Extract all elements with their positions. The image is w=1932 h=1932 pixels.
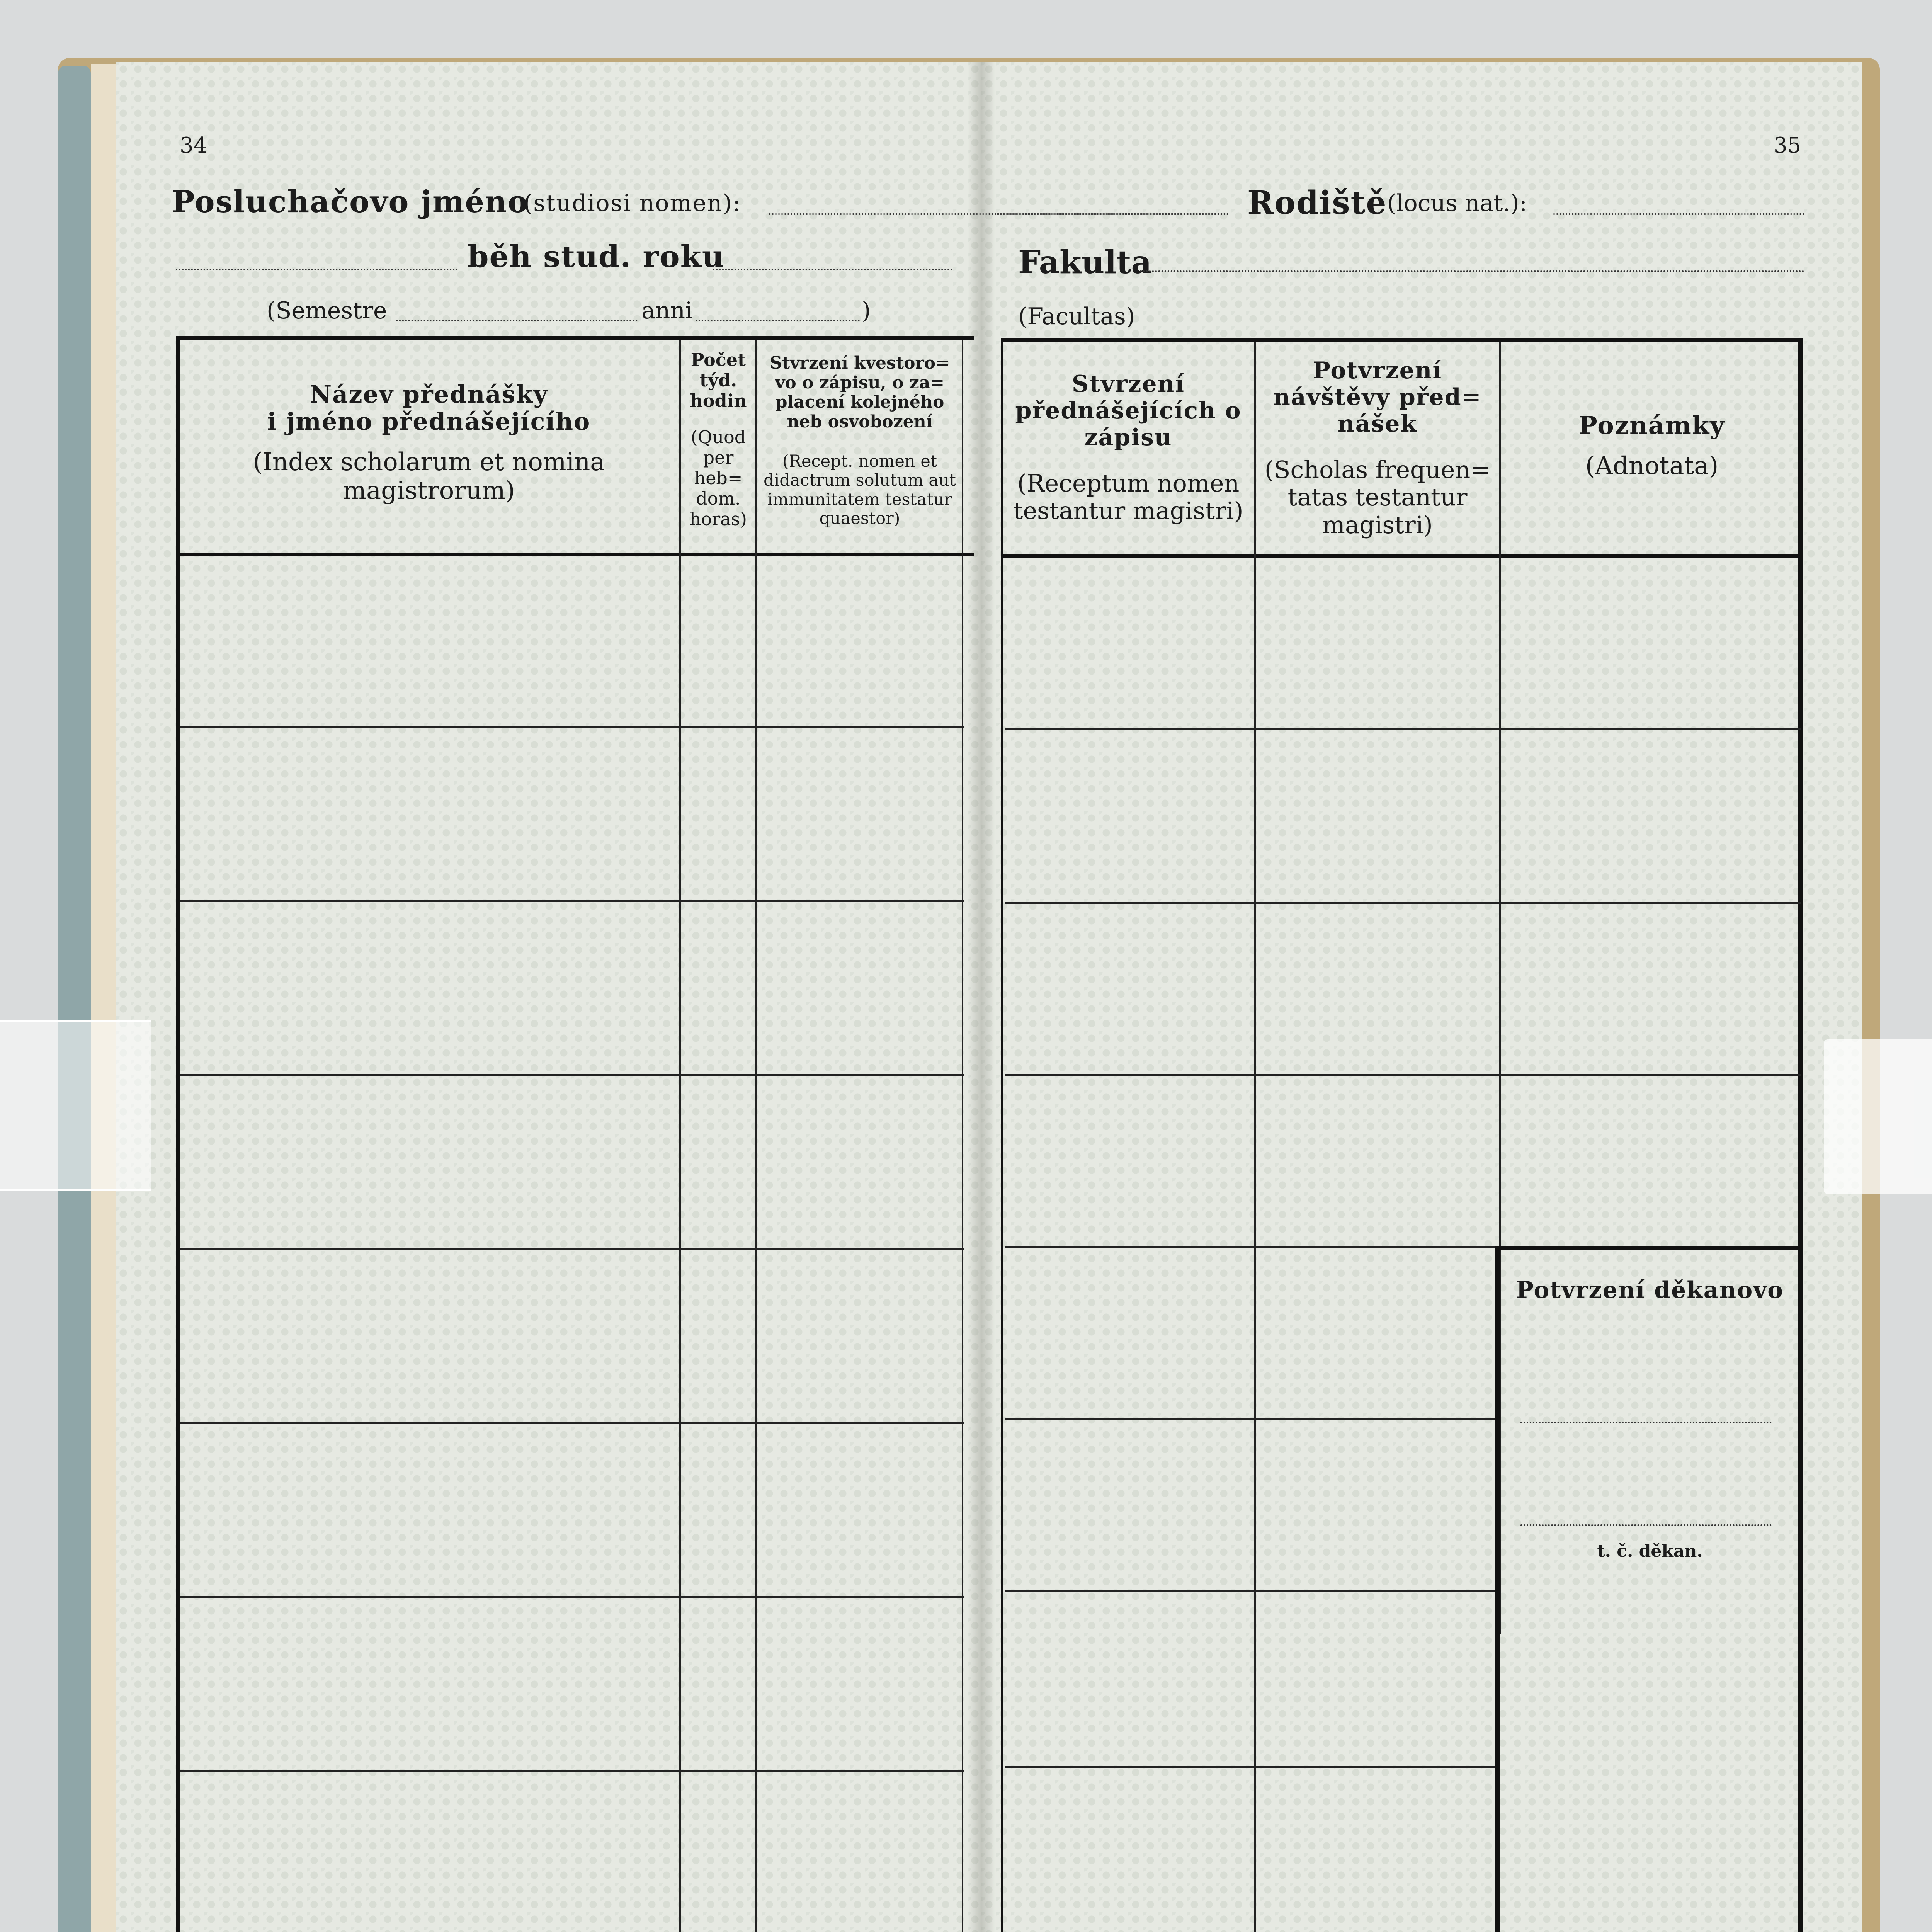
semester-label: (Semestre [267,297,387,324]
table-row-divider [180,1770,964,1772]
dean-confirmation-box [1495,1246,1803,1932]
birthplace-field[interactable] [1553,213,1804,215]
binding-clip-right [1824,1039,1932,1194]
year-field-right[interactable] [713,269,952,270]
col-lecture-title-1: Název přednášky [310,380,548,408]
year-label: běh stud. roku [468,239,725,274]
table-row-divider [1005,1590,1499,1592]
col-lecturers-title: Stvrzení přednášejících o zápisu [1015,371,1242,451]
col-attendance-title: Potvrzení návštěvy před= nášek [1273,357,1482,437]
page-number-right: 35 [1774,133,1801,158]
table-row-divider [1005,1246,1499,1248]
anni-field[interactable] [696,320,860,321]
birthplace-latin: (locus nat.): [1387,190,1527,217]
table-header-divider-right [1001,554,1803,558]
dean-signature-line-1[interactable] [1520,1422,1772,1423]
table-row-divider [1005,1766,1499,1768]
semester-close-paren: ) [862,297,871,324]
book-spine [58,66,91,1932]
table-row-divider [1005,728,1801,730]
faculty-latin: (Facultas) [1018,303,1135,330]
table-row-divider [1005,1074,1801,1076]
faculty-label: Fakulta [1018,244,1152,281]
faculty-field[interactable] [1140,270,1804,272]
col-lecturers-latin: (Receptum nomen testantur magistri) [1013,469,1243,525]
col-attendance-latin: (Scholas frequen= tatas testantur magistri) [1264,456,1491,539]
dean-box-title: Potvrzení děkanovo [1516,1277,1784,1304]
binding-clip-left [0,1020,151,1191]
student-name-field-continued[interactable] [997,213,1229,215]
col-notes-title: Poznámky [1578,411,1725,440]
dean-signature-line-2[interactable] [1520,1524,1772,1526]
col-lecture-title-2: i jméno přednášejícího [267,407,591,435]
table-row-divider [180,1422,964,1424]
column-divider-attendance [1254,342,1256,1932]
student-name-label: Posluchačovo jméno [172,184,529,219]
table-row-divider [180,726,964,728]
anni-label: anni [641,297,693,324]
table-row-divider [180,1248,964,1250]
table-row-divider [1005,902,1801,904]
column-divider-gutter [962,340,963,1932]
student-name-latin: (studiosi nomen): [524,190,742,217]
semester-field[interactable] [396,320,638,321]
table-row-divider [180,1596,964,1598]
page-number-left: 34 [180,133,207,158]
course-table-left [176,336,974,1932]
birthplace-label: Rodiště [1247,184,1387,221]
column-divider-hours [679,340,681,1932]
table-row-divider [1005,1418,1499,1420]
table-row-divider [180,900,964,902]
col-lecture-latin: (Index scholarum et nomina magistrorum) [253,448,605,505]
table-row-divider [180,1074,964,1076]
dean-signature-caption: t. č. děkan. [1597,1541,1703,1561]
year-field-left[interactable] [176,269,458,270]
col-notes-latin: (Adnotata) [1585,452,1719,480]
col-quaestor-latin: (Recept. nomen et didactrum solutum aut immunitatem testatur quaestor) [764,452,956,529]
table-header-divider-left [176,553,974,556]
col-quaestor-title: Stvrzení kvestoro= vo o zápisu, o za= placení kolejného neb osvobození [770,353,950,432]
page-edges [91,64,119,1932]
column-divider-quaestor [755,340,757,1932]
col-hours-title: Počet týd. hodin [690,349,747,411]
col-hours-latin: (Quod per heb= dom. horas) [689,427,747,529]
